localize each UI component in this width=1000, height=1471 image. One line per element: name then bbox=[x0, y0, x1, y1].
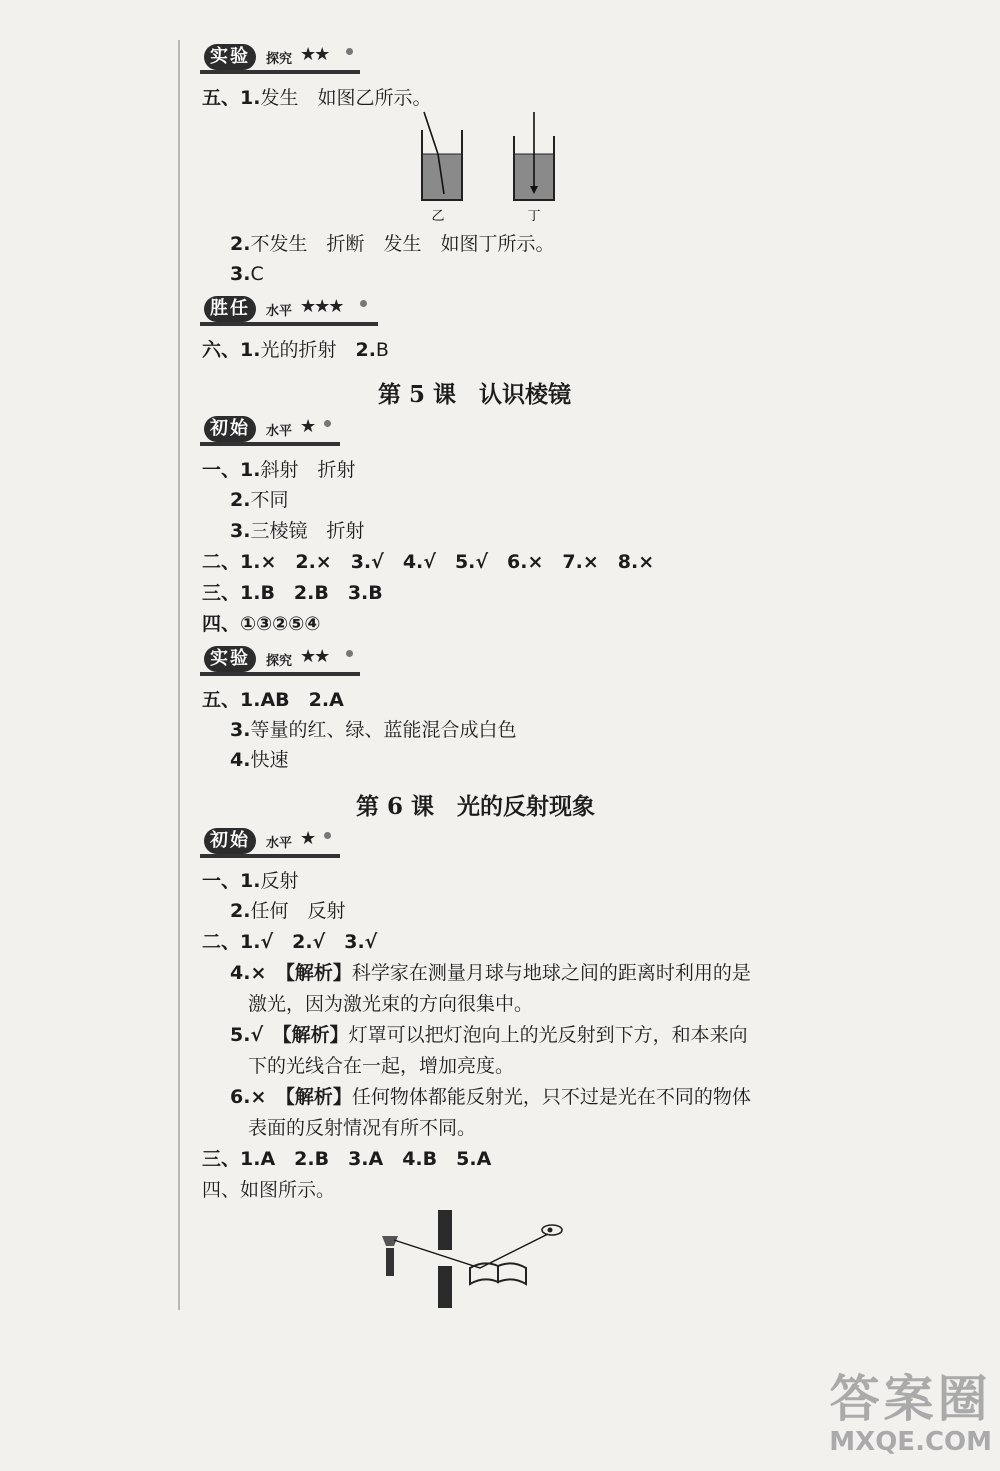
answer-line: 二、1.× 2.× 3.√ 4.√ 5.√ 6.× 7.× 8.× bbox=[202, 551, 655, 573]
answer-line: 表面的反射情况有所不同。 bbox=[248, 1117, 477, 1139]
answer-line: 五、1.发生 如图乙所示。 bbox=[202, 87, 432, 109]
header-dot-icon bbox=[360, 300, 367, 307]
header-tag: 实验 bbox=[204, 646, 256, 672]
section-header-experiment bbox=[200, 644, 360, 678]
header-dot-icon bbox=[324, 832, 331, 839]
header-tag: 实验 bbox=[204, 44, 256, 70]
lesson-5-title: 第 5 课 认识棱镜 bbox=[378, 381, 572, 408]
watermark-logo: 答案圈 MXQE.COM bbox=[829, 1370, 992, 1457]
page-margin-line bbox=[178, 40, 180, 1310]
refraction-beakers-figure bbox=[410, 108, 570, 226]
header-stars: ★★★ bbox=[300, 296, 343, 317]
header-sub: 水平 bbox=[266, 424, 293, 439]
answer-line: 三、1.A 2.B 3.A 4.B 5.A bbox=[202, 1148, 492, 1170]
answer-line: 三、1.B 2.B 3.B bbox=[202, 582, 383, 604]
header-stars: ★ bbox=[300, 828, 315, 849]
answer-line: 2.不同 bbox=[230, 489, 289, 511]
light-path bbox=[394, 1234, 548, 1268]
section-header-beginner bbox=[200, 826, 340, 860]
header-stars: ★★ bbox=[300, 44, 329, 65]
answer-line: 六、1.光的折射 2.B bbox=[202, 339, 389, 361]
header-sub: 水平 bbox=[266, 304, 293, 319]
answer-line: 五、1.AB 2.A bbox=[202, 689, 344, 711]
answer-line: 3.三棱镜 折射 bbox=[230, 520, 365, 542]
answer-line: 一、1.反射 bbox=[202, 870, 299, 892]
answer-line: 6.× 【解析】任何物体都能反射光，只不过是光在不同的物体 bbox=[230, 1086, 751, 1108]
header-stars: ★ bbox=[300, 416, 315, 437]
answer-line: 激光，因为激光束的方向很集中。 bbox=[248, 993, 534, 1015]
header-dot-icon bbox=[346, 48, 353, 55]
answer-line: 下的光线合在一起，增加亮度。 bbox=[248, 1055, 515, 1077]
header-dot-icon bbox=[346, 650, 353, 657]
answer-line: 四、①③②⑤④ bbox=[202, 613, 321, 635]
answer-line: 二、1.√ 2.√ 3.√ bbox=[202, 931, 378, 953]
header-dot-icon bbox=[324, 420, 331, 427]
header-tag: 初始 bbox=[204, 416, 256, 442]
answer-line: 4.快速 bbox=[230, 749, 289, 771]
section-header-competent bbox=[200, 294, 378, 328]
label-yi: 乙 bbox=[431, 209, 445, 224]
header-sub: 探究 bbox=[266, 52, 293, 67]
header-tag: 初始 bbox=[204, 828, 256, 854]
section-header-experiment bbox=[200, 42, 360, 76]
answer-line: 5.√ 【解析】灯罩可以把灯泡向上的光反射到下方，和本来向 bbox=[230, 1024, 748, 1046]
lesson-6-title: 第 6 课 光的反射现象 bbox=[356, 793, 596, 820]
header-stars: ★★ bbox=[300, 646, 329, 667]
header-sub: 探究 bbox=[266, 654, 293, 669]
answer-line: 2.不发生 折断 发生 如图丁所示。 bbox=[230, 233, 555, 255]
label-ding: 丁 bbox=[527, 209, 541, 224]
header-tag: 胜任 bbox=[204, 296, 256, 322]
answer-line: 3.等量的红、绿、蓝能混合成白色 bbox=[230, 719, 517, 741]
flashlight-icon bbox=[386, 1248, 394, 1276]
answer-line: 四、如图所示。 bbox=[202, 1179, 336, 1201]
header-sub: 水平 bbox=[266, 836, 293, 851]
reflection-figure bbox=[380, 1206, 570, 1312]
section-header-beginner bbox=[200, 414, 340, 448]
answer-line: 2.任何 反射 bbox=[230, 900, 346, 922]
answer-line: 一、1.斜射 折射 bbox=[202, 459, 356, 481]
answer-line: 3.C bbox=[230, 263, 264, 285]
answer-line: 4.× 【解析】科学家在测量月球与地球之间的距离时利用的是 bbox=[230, 962, 751, 984]
